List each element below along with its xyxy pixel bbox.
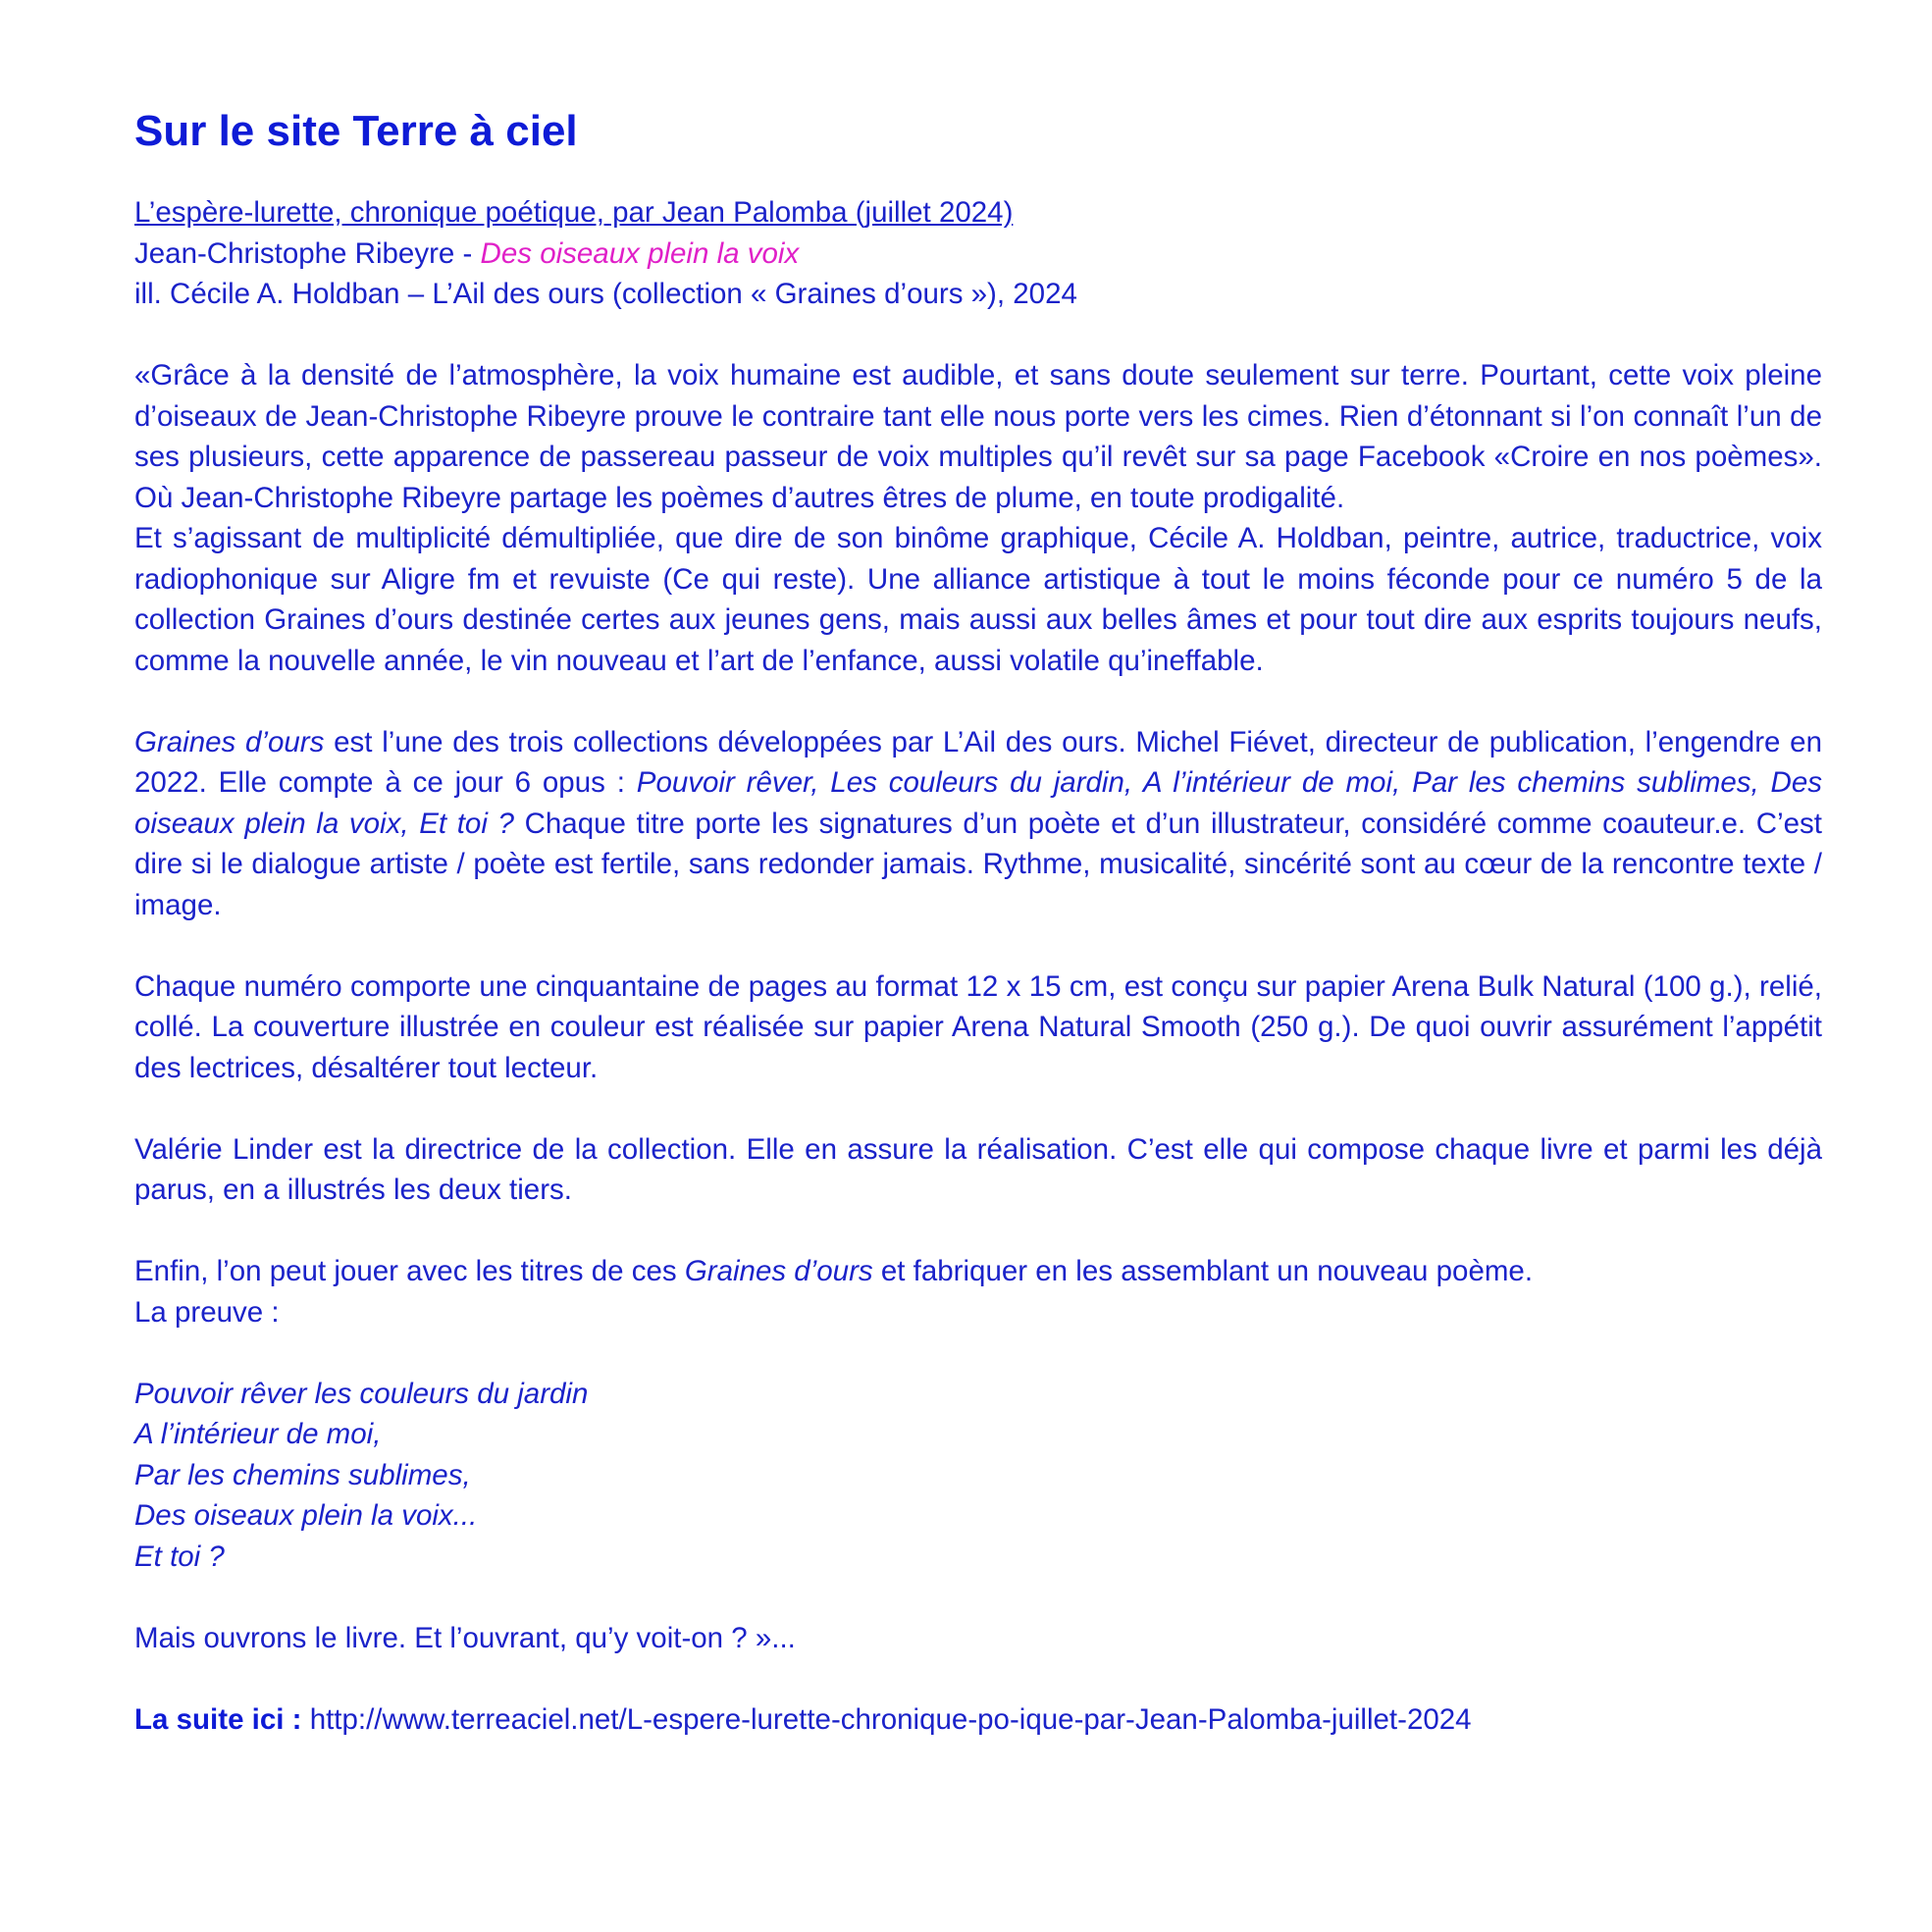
spacer — [134, 1658, 1822, 1699]
spacer — [134, 681, 1822, 722]
play-collection-name: Graines d’ours — [684, 1255, 873, 1287]
paragraph-holdban: Et s’agissant de multiplicité démultipliée, que dire de son binôme graphique, Cécile A. Holdban, peintre, autrice, traductrice, voix radiophonique sur Aligre fm et revuiste (Ce qui reste). Une alliance artistique à tout le moins féconde pour ce numéro 5 de la collection Graines d’ours destinée certes aux jeunes gens, mais aussi aux belles âmes et pour tout dire aux esprits toujours neufs, comme la nouvelle année, le vin nouveau et l’art de l’enfance, aussi volatile qu’ineffable. — [134, 522, 1822, 677]
page-title: Sur le site Terre à ciel — [134, 107, 578, 155]
spacer — [134, 1577, 1822, 1618]
paragraph-play — [134, 1251, 1822, 1292]
spacer — [134, 1332, 1822, 1374]
suite-url[interactable]: http://www.terreaciel.net/L-espere-lurette-chronique-po-ique-par-Jean-Palomba-juillet-2024 — [301, 1702, 1472, 1736]
illustration-line: ill. Cécile A. Holdban – L’Ail des ours (collection « Graines d’ours »), 2024 — [134, 278, 1077, 310]
poem-line: Par les chemins sublimes, — [134, 1458, 471, 1491]
collection-text-1: est l’une des trois collections développées par L’Ail des ours. Michel Fiévet, directeur de publication, l’engendre en 2022. Elle compte à ce jour 6 opus : — [134, 725, 1822, 799]
poem-line: Pouvoir rêver les couleurs du jardin — [134, 1377, 589, 1410]
paragraph-linder: Valérie Linder est la directrice de la collection. Elle en assure la réalisation. C’est elle qui compose chaque livre et parmi les déjà parus, en a illustrés les deux tiers. — [134, 1132, 1822, 1206]
collection-name: Graines d’ours — [134, 725, 325, 758]
collection-text-2: Chaque titre porte les signatures d’un poète et d’un illustrateur, considéré comme coauteur.e. C’est dire si le dialogue artiste / poète est fertile, sans redonder jamais. Rythme, musicalité, sincérité sont au cœur de la rencontre texte / image. — [134, 807, 1822, 921]
closing-line: Mais ouvrons le livre. Et l’ouvrant, qu’y voit-on ? »... — [134, 1621, 796, 1654]
play-text-2: et fabriquer en les assemblant un nouveau poème. — [872, 1255, 1534, 1287]
document-page — [134, 102, 1822, 1740]
spacer — [134, 315, 1822, 356]
poem — [134, 1374, 1822, 1578]
poem-line: Des oiseaux plein la voix... — [134, 1499, 478, 1532]
collection-titles: Pouvoir rêver, Les couleurs du jardin, A l’intérieur de moi, Par les chemins sublimes, Des oiseaux plein la voix, Et toi ? — [134, 766, 1823, 840]
suite-label: La suite ici : — [134, 1702, 302, 1736]
suite-line — [134, 1699, 1822, 1741]
author-line — [134, 234, 1822, 275]
author-prefix: Jean-Christophe Ribeyre - — [134, 236, 481, 270]
paragraph-format: Chaque numéro comporte une cinquantaine de pages au format 12 x 15 cm, est conçu sur papier Arena Bulk Natural (100 g.), relié, collé. La couverture illustrée en couleur est réalisée sur papier Arena Natural Smooth (250 g.). De quoi ouvrir assurément l’appétit des lectrices, désaltérer tout lecteur. — [134, 969, 1822, 1084]
poem-line: Et toi ? — [134, 1540, 225, 1573]
proof-line: La preuve : — [134, 1295, 280, 1329]
play-text-1: Enfin, l’on peut jouer avec les titres de ces — [134, 1255, 685, 1287]
spacer — [134, 1088, 1822, 1129]
book-title: Des oiseaux plein la voix — [480, 236, 800, 270]
article-link[interactable]: L’espère-lurette, chronique poétique, par Jean Palomba (juillet 2024) — [134, 196, 1014, 229]
poem-line: A l’intérieur de moi, — [134, 1418, 382, 1450]
paragraph-intro: «Grâce à la densité de l’atmosphère, la voix humaine est audible, et sans doute seulement sur terre. Pourtant, cette voix pleine d’oiseaux de Jean-Christophe Ribeyre prouve le contraire tant elle nous porte vers les cimes. Rien d’étonnant si l’on connaît l’un de ses plusieurs, cette apparence de passereau passeur de voix multiples qu’il revêt sur sa page Facebook «Croire en nos poèmes». Où Jean-Christophe Ribeyre partage les poèmes d’autres êtres de plume, en toute prodigalité. — [134, 359, 1822, 514]
spacer — [134, 925, 1822, 966]
paragraph-collection — [134, 722, 1822, 926]
spacer — [134, 1211, 1822, 1252]
